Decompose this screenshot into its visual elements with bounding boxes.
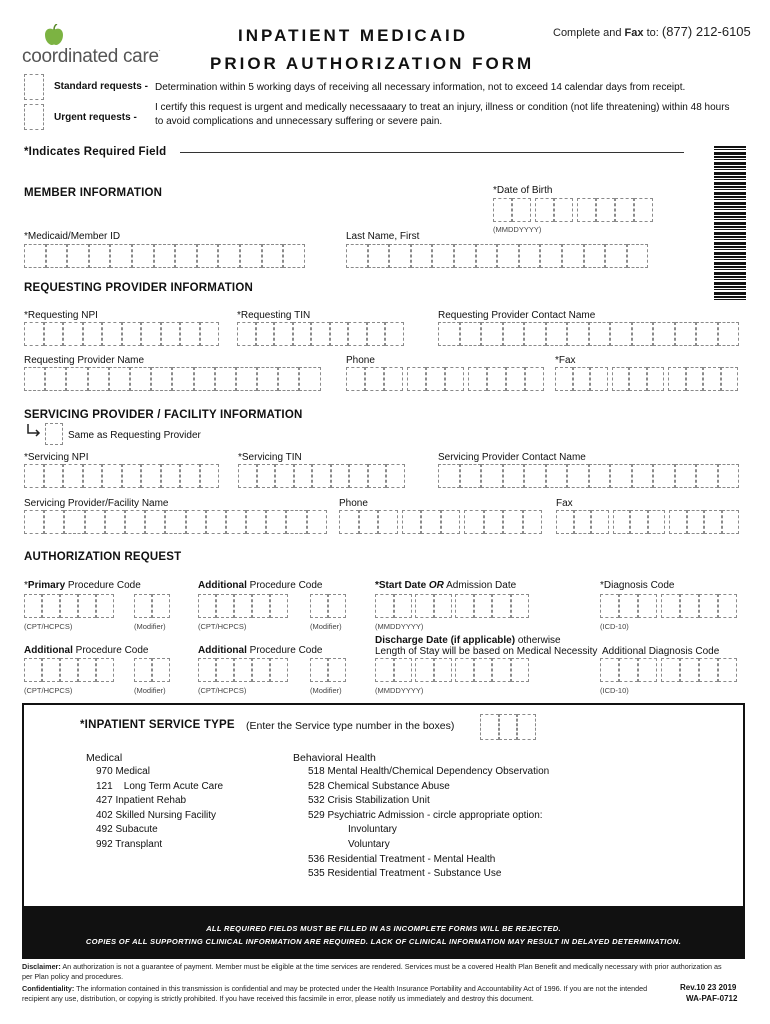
- service-type-input[interactable]: [480, 714, 536, 740]
- requesting-npi-label: *Requesting NPI: [24, 310, 98, 321]
- dob-input[interactable]: [493, 198, 653, 222]
- requesting-fax-label: *Fax: [555, 355, 576, 366]
- discharge-rest: otherwise: [515, 635, 561, 646]
- primary-procedure-input[interactable]: [24, 594, 114, 618]
- member-name-label: Last Name, First: [346, 231, 420, 242]
- additional-procedure-input-3[interactable]: [198, 658, 288, 682]
- servicing-name-label: Servicing Provider/Facility Name: [24, 498, 169, 509]
- requesting-contact-label: Requesting Provider Contact Name: [438, 310, 596, 321]
- additional-diagnosis-label: Additional Diagnosis Code: [602, 646, 720, 657]
- same-as-requesting-checkbox[interactable]: [45, 423, 63, 445]
- auth-section-heading: AUTHORIZATION REQUEST: [24, 551, 182, 563]
- member-section-heading: MEMBER INFORMATION: [24, 187, 163, 199]
- additional-rest-2: Procedure Code: [72, 645, 149, 656]
- start-date-label: [375, 580, 516, 591]
- confidentiality-text: The information contained in this transmission is confidential and may be protected under the Health Insurance Portability and Accountability Act of 1996. If you are not the intended recipient any use, distribution, or copying is strictly prohibited. If you have received this facsimile in error, please notify us immediately and destroy this document.: [22, 984, 648, 1003]
- disclaimer-text: An authorization is not a guarantee of payment. Member must be eligible at the time services are rendered. Services must be a covered Health Plan Benefit and medically necessary with prior authorization as per Plan policy and procedures.: [22, 962, 722, 981]
- behavioral-item: 532 Crisis Stabilization Unit: [308, 795, 430, 807]
- diagnosis-label: *Diagnosis Code: [600, 580, 675, 591]
- fax-instruction: [553, 24, 751, 39]
- servicing-phone-label: Phone: [339, 498, 368, 509]
- discharge-date-hint: (MMDDYYYY): [375, 686, 424, 695]
- apple-logo-icon: [44, 24, 64, 46]
- medical-heading: Medical: [86, 752, 123, 764]
- additional-bold-3: Additional: [198, 645, 247, 656]
- requesting-phone-input[interactable]: [346, 367, 544, 391]
- behavioral-list: [308, 765, 549, 882]
- disclaimer-label: Disclaimer:: [22, 962, 61, 971]
- medical-item: 992 Transplant: [96, 838, 163, 850]
- standard-request-label: Standard requests -: [54, 81, 148, 92]
- diagnosis-hint: (ICD-10): [600, 622, 629, 631]
- behavioral-item: 536 Residential Treatment - Mental Health: [308, 853, 496, 865]
- behavioral-item: 518 Mental Health/Chemical Dependency Observation: [308, 766, 550, 777]
- start-date-hint: (MMDDYYYY): [375, 622, 424, 631]
- requesting-fax-input[interactable]: [555, 367, 738, 391]
- primary-procedure-label: [24, 580, 141, 591]
- additional-rest-3: Procedure Code: [246, 645, 323, 656]
- additional-procedure-input-1[interactable]: [198, 594, 288, 618]
- behavioral-option[interactable]: Voluntary: [348, 838, 390, 850]
- fax-prefix: Complete and: [553, 27, 625, 39]
- servicing-fax-label: Fax: [556, 498, 573, 509]
- additional-procedure-input-2[interactable]: [24, 658, 114, 682]
- discharge-date-input[interactable]: [375, 658, 529, 682]
- urgent-request-text-2: to avoid complications and unnecessary suffering or severe pain.: [155, 116, 443, 127]
- dob-hint: (MMDDYYYY): [493, 225, 542, 234]
- warning-line-1: ALL REQUIRED FIELDS MUST BE FILLED IN AS INCOMPLETE FORMS WILL BE REJECTED.: [206, 924, 561, 933]
- behavioral-item: 529 Psychiatric Admission - circle appropriate option:: [308, 809, 543, 821]
- length-of-stay-text: Length of Stay will be based on Medical Necessity: [375, 646, 598, 657]
- same-as-requesting-label: Same as Requesting Provider: [68, 430, 201, 441]
- servicing-tin-input[interactable]: [238, 464, 405, 488]
- behavioral-option[interactable]: Involuntary: [348, 824, 397, 836]
- warning-banner: [22, 906, 745, 959]
- medical-list: [96, 765, 223, 853]
- logo: [22, 24, 167, 69]
- servicing-phone-input[interactable]: [339, 510, 542, 534]
- servicing-tin-label: *Servicing TIN: [238, 452, 302, 463]
- additional-modifier-input-2[interactable]: [134, 658, 170, 682]
- standard-request-text: Determination within 5 working days of receiving all necessary information, not to exceed 14 calendar days from receipt.: [155, 82, 686, 93]
- medical-item: 427 Inpatient Rehab: [96, 795, 187, 807]
- member-id-input[interactable]: [24, 244, 305, 268]
- primary-pre: *: [24, 580, 28, 591]
- requesting-section-heading: REQUESTING PROVIDER INFORMATION: [24, 282, 253, 294]
- requesting-name-input[interactable]: [24, 367, 321, 391]
- barcode: [714, 146, 746, 302]
- urgent-request-label: Urgent requests -: [54, 112, 137, 123]
- fax-bold: Fax: [624, 27, 644, 39]
- warning-line-2: COPIES OF ALL SUPPORTING CLINICAL INFORMATION ARE REQUIRED. LACK OF CLINICAL INFORMATION MAY RESULT IN DELAYED DETERMINATION.: [85, 937, 682, 946]
- form-code: WA-PAF-0712: [686, 994, 738, 1003]
- diagnosis-input[interactable]: [600, 594, 737, 618]
- additional-rest-1: Procedure Code: [246, 580, 323, 591]
- requesting-name-label: Requesting Provider Name: [24, 355, 145, 366]
- primary-bold: Primary: [27, 580, 66, 591]
- confidentiality-label: Confidentiality:: [22, 984, 75, 993]
- additional-cpt-hint-3: (CPT/HCPCS): [198, 686, 247, 695]
- servicing-contact-label: Servicing Provider Contact Name: [438, 452, 586, 463]
- primary-modifier-hint: (Modifier): [134, 622, 166, 631]
- primary-modifier-input[interactable]: [134, 594, 170, 618]
- revision: Rev.10 23 2019: [680, 983, 737, 992]
- member-name-input[interactable]: [346, 244, 648, 268]
- additional-cpt-hint-2: (CPT/HCPCS): [24, 686, 73, 695]
- requesting-npi-input[interactable]: [24, 322, 219, 346]
- service-type-hint: (Enter the Service type number in the boxes): [246, 720, 455, 732]
- servicing-fax-input[interactable]: [556, 510, 739, 534]
- start-date-input[interactable]: [375, 594, 529, 618]
- additional-cpt-hint-1: (CPT/HCPCS): [198, 622, 247, 631]
- form-title-line2: PRIOR AUTHORIZATION FORM: [210, 54, 535, 73]
- additional-procedure-label-2: [24, 645, 149, 656]
- medical-item: 121 Long Term Acute Care: [96, 780, 224, 792]
- behavioral-item: 528 Chemical Substance Abuse: [308, 780, 450, 792]
- arrow-return-icon: [26, 423, 42, 439]
- additional-diagnosis-hint: (ICD-10): [600, 686, 629, 695]
- discharge-bold: Discharge Date (if applicable): [375, 635, 516, 646]
- confidentiality: [22, 984, 657, 1003]
- additional-modifier-input-3[interactable]: [310, 658, 346, 682]
- discharge-date-label: [375, 635, 561, 646]
- medical-item: 402 Skilled Nursing Facility: [96, 809, 217, 821]
- servicing-section-heading: SERVICING PROVIDER / FACILITY INFORMATION: [24, 409, 303, 421]
- start-or: OR: [428, 580, 444, 591]
- form-title-line1: INPATIENT MEDICAID: [238, 26, 468, 45]
- disclaimer: [22, 962, 722, 981]
- additional-modifier-input-1[interactable]: [310, 594, 346, 618]
- urgent-request-text-1: I certify this request is urgent and medically necessaaary to treat an injury, illness or condition (not life threatening) within 48 hours: [155, 102, 730, 113]
- additional-modifier-hint-3: (Modifier): [310, 686, 342, 695]
- additional-procedure-label-1: [198, 580, 323, 591]
- additional-procedure-label-3: [198, 645, 323, 656]
- service-type-heading: *INPATIENT SERVICE TYPE: [80, 719, 235, 731]
- medical-item: 492 Subacute: [96, 824, 158, 836]
- logo-text: coordinated care: [22, 46, 159, 67]
- requesting-tin-input[interactable]: [237, 322, 404, 346]
- servicing-npi-label: *Servicing NPI: [24, 452, 89, 463]
- medical-item: 970 Medical: [96, 766, 150, 777]
- behavioral-heading: Behavioral Health: [293, 752, 376, 764]
- start-rest: Admission Date: [443, 580, 517, 591]
- servicing-name-input[interactable]: [24, 510, 327, 534]
- required-field-note: *Indicates Required Field: [24, 146, 167, 158]
- additional-diagnosis-input[interactable]: [600, 658, 737, 682]
- member-id-label: *Medicaid/Member ID: [24, 231, 121, 242]
- behavioral-item: 535 Residential Treatment - Substance Use: [308, 868, 502, 880]
- fax-number: (877) 212-6105: [661, 24, 751, 39]
- additional-modifier-hint-1: (Modifier): [310, 622, 342, 631]
- requesting-phone-label: Phone: [346, 355, 375, 366]
- urgent-request-checkbox[interactable]: [24, 104, 44, 130]
- primary-rest: Procedure Code: [65, 580, 141, 591]
- primary-cpt-hint: (CPT/HCPCS): [24, 622, 73, 631]
- fax-to: to:: [643, 27, 662, 39]
- dob-label: *Date of Birth: [493, 185, 553, 196]
- standard-request-checkbox[interactable]: [24, 74, 44, 100]
- requesting-contact-input[interactable]: [438, 322, 739, 346]
- logo-tm: .: [158, 46, 161, 53]
- servicing-npi-input[interactable]: [24, 464, 219, 488]
- requesting-tin-label: *Requesting TIN: [237, 310, 311, 321]
- servicing-contact-input[interactable]: [438, 464, 739, 488]
- start-bold: *Start Date: [375, 580, 429, 591]
- additional-bold-2: Additional: [24, 645, 73, 656]
- additional-modifier-hint-2: (Modifier): [134, 686, 166, 695]
- additional-bold-1: Additional: [198, 580, 247, 591]
- divider-line: [180, 152, 684, 153]
